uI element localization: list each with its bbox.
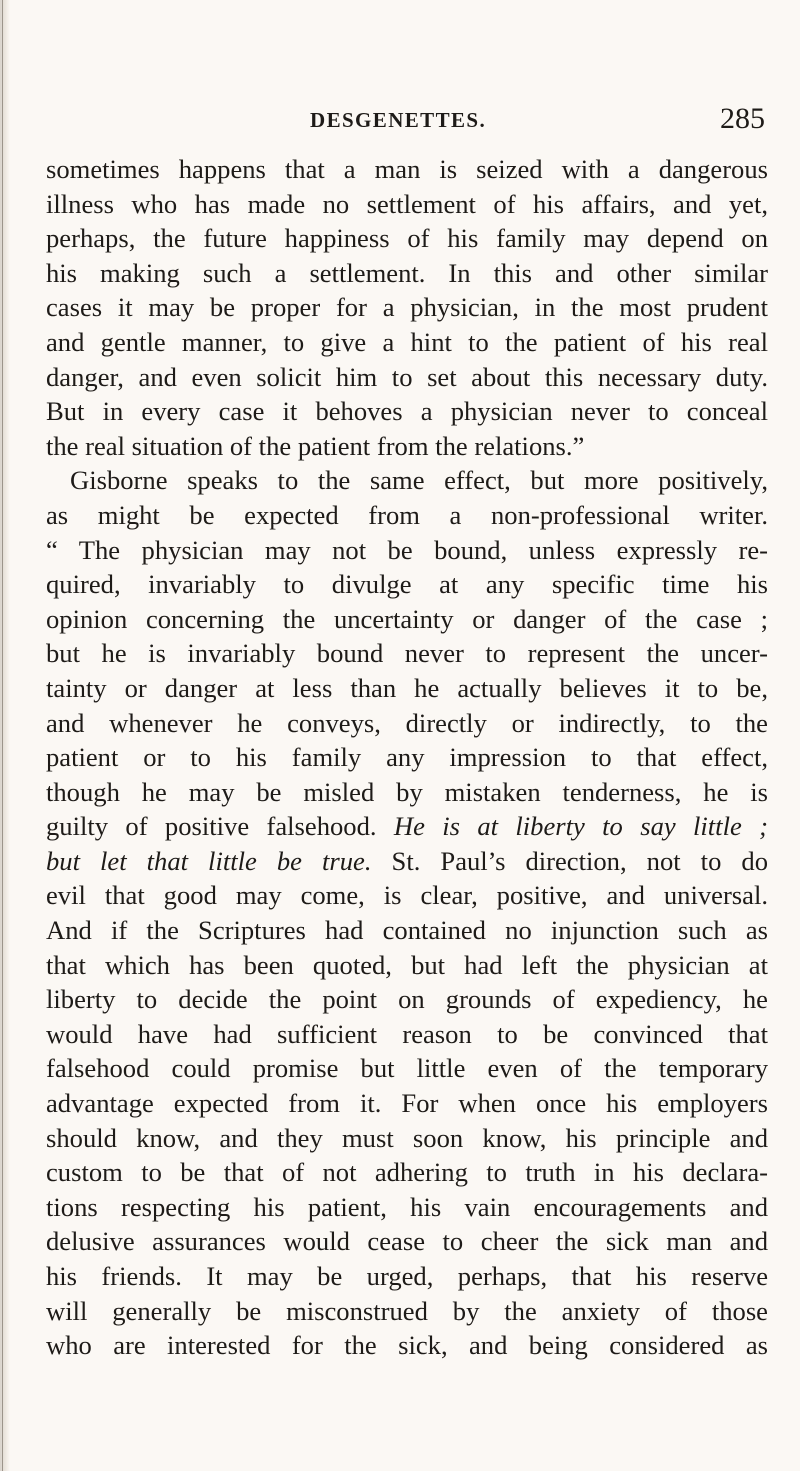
line-text: though he may be misled by mistaken tenderness, he is xyxy=(46,776,768,807)
line-text: guilty of positive falsehood. xyxy=(46,811,377,842)
text-line xyxy=(46,1051,768,1086)
text-line xyxy=(46,325,768,360)
line-text: the real situation of the patient from the relations.” xyxy=(46,430,585,461)
text-line xyxy=(46,809,768,844)
line-text: will generally be misconstrued by the anxiety of those xyxy=(46,1295,768,1326)
line-text: tainty or danger at less than he actually believes it to be, xyxy=(46,672,768,703)
text-line xyxy=(46,152,768,187)
text-line xyxy=(46,1190,768,1225)
line-text: that which has been quoted, but had left the physician at xyxy=(46,949,768,980)
body-text xyxy=(46,152,768,1363)
page-edge xyxy=(0,0,10,1471)
text-line xyxy=(46,498,768,533)
text-line xyxy=(46,1294,768,1329)
text-line xyxy=(46,1155,768,1190)
text-line xyxy=(46,567,768,602)
line-text: sometimes happens that a man is seized with a dangerous xyxy=(46,154,768,184)
line-text: evil that good may come, is clear, positive, and universal. xyxy=(46,880,768,911)
line-text: his making such a settlement. In this and other similar xyxy=(46,257,768,288)
text-line xyxy=(46,636,768,671)
line-text: delusive assurances would cease to cheer the sick man and xyxy=(46,1226,768,1257)
line-text: advantage expected from it. For when once his employers xyxy=(46,1088,768,1119)
text-line xyxy=(46,982,768,1017)
line-text: and whenever he conveys, directly or indirectly, to the xyxy=(46,707,768,738)
page-header xyxy=(310,102,765,136)
line-text: And if the Scriptures had contained no injunction such as xyxy=(46,915,768,946)
text-line xyxy=(46,913,768,948)
line-text: custom to be that of not adhering to truth in his declara- xyxy=(46,1157,768,1188)
text-line xyxy=(46,948,768,983)
text-line xyxy=(46,602,768,637)
line-text: tions respecting his patient, his vain encouragements and xyxy=(46,1191,768,1222)
text-line xyxy=(46,533,768,568)
line-text: Gisborne speaks to the same effect, but more positively, xyxy=(70,465,768,496)
line-text: illness who has made no settlement of his affairs, and yet, xyxy=(46,188,768,219)
text-line xyxy=(46,1259,768,1294)
line-text: St. Paul’s direction, not to do xyxy=(391,845,769,876)
text-line xyxy=(46,706,768,741)
italic-text: but let that little be true. xyxy=(46,845,372,876)
line-text: patient or to his family any impression to that effect, xyxy=(46,742,768,773)
line-text: but he is invariably bound never to represent the uncer- xyxy=(46,638,768,669)
text-line xyxy=(46,844,768,879)
text-line xyxy=(46,187,768,222)
text-line xyxy=(46,221,768,256)
line-text: But in every case it behoves a physician never to conceal xyxy=(46,396,768,427)
line-text: “ The physician may not be bound, unless expressly re- xyxy=(46,534,768,565)
text-line xyxy=(46,1086,768,1121)
line-text: should know, and they must soon know, his principle and xyxy=(46,1122,768,1153)
line-text: his friends. It may be urged, perhaps, that his reserve xyxy=(46,1261,768,1291)
line-text: who are interested for the sick, and being considered as xyxy=(46,1330,768,1361)
text-line xyxy=(46,878,768,913)
line-text: perhaps, the future happiness of his family may depend on xyxy=(46,223,768,254)
line-text: cases it may be proper for a physician, in the most prudent xyxy=(46,292,768,323)
line-text: as might be expected from a non-professional writer. xyxy=(46,499,768,530)
line-text: and gentle manner, to give a hint to the patient of his real xyxy=(46,326,768,357)
line-text: liberty to decide the point on grounds of expediency, he xyxy=(46,984,768,1015)
text-line xyxy=(46,1121,768,1156)
running-head: DESGENETTES. xyxy=(310,108,487,132)
text-line xyxy=(46,740,768,775)
text-line xyxy=(46,360,768,395)
italic-text: He is at liberty to say little ; xyxy=(393,811,768,842)
text-line xyxy=(46,1017,768,1052)
text-line xyxy=(46,1328,768,1363)
text-line xyxy=(46,671,768,706)
line-text: quired, invariably to divulge at any specific time his xyxy=(46,569,768,600)
line-text: opinion concerning the uncertainty or danger of the case ; xyxy=(46,603,768,634)
line-text: would have had sufficient reason to be convinced that xyxy=(46,1018,768,1049)
text-line xyxy=(46,775,768,810)
text-line xyxy=(46,290,768,325)
text-line xyxy=(46,256,768,291)
line-text: falsehood could promise but little even of the temporary xyxy=(46,1053,768,1084)
text-line xyxy=(46,1224,768,1259)
text-line xyxy=(46,463,768,498)
text-line xyxy=(46,429,768,464)
text-line xyxy=(46,394,768,429)
page-number: 285 xyxy=(720,102,765,135)
line-text: danger, and even solicit him to set about this necessary duty. xyxy=(46,361,768,392)
